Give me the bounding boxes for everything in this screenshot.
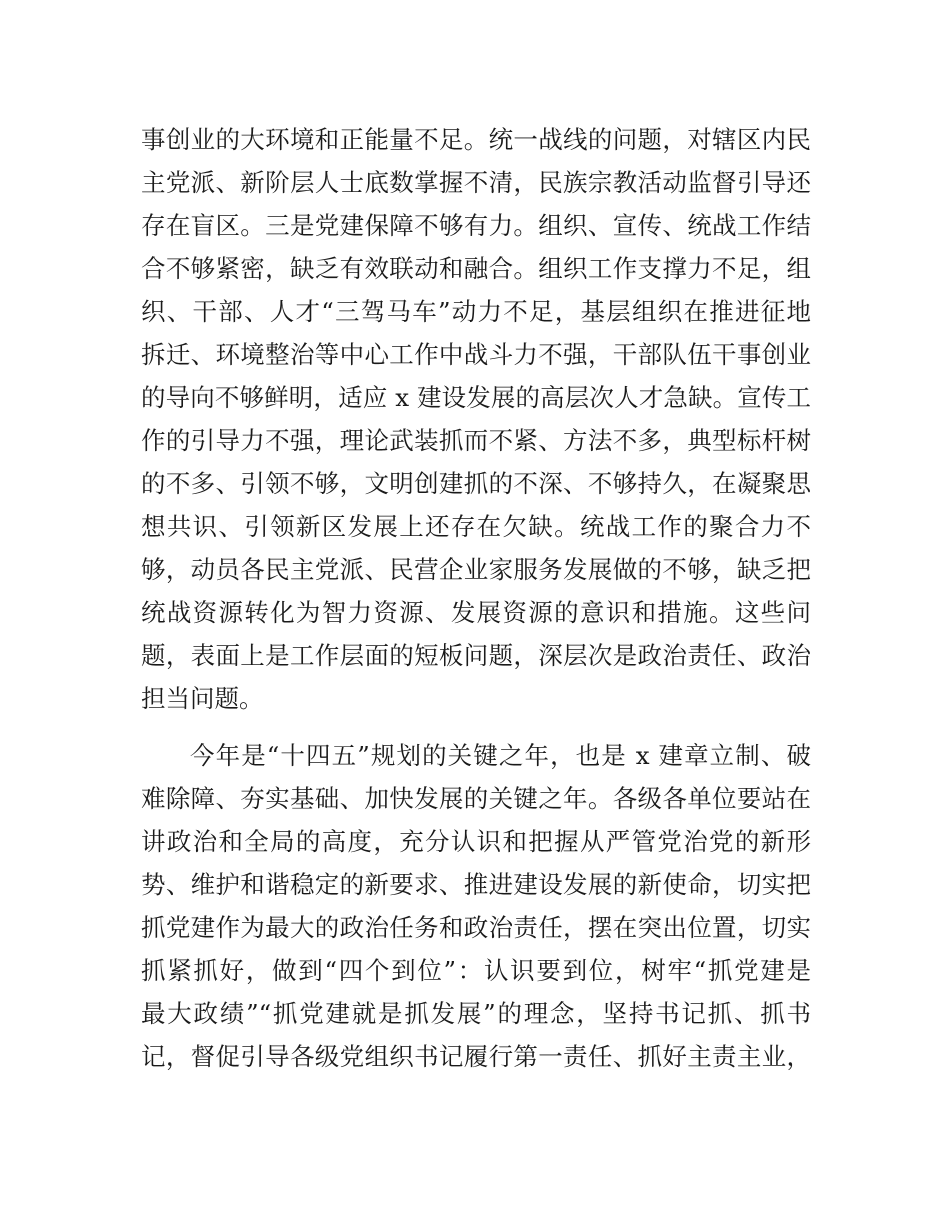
- text-line: 主党派、新阶层人士底数掌握不清，民族宗教活动监督引导还: [141, 168, 811, 197]
- text-line: 作的引导力不强，理论武装抓而不紧、方法不多，典型标杆树: [141, 426, 811, 455]
- text-line: 抓紧抓好，做到“四个到位”：认识要到位，树牢“抓党建是: [141, 956, 811, 985]
- text-line: 统战资源转化为智力资源、发展资源的意识和措施。这些问: [141, 598, 811, 627]
- text-line: 抓党建作为最大的政治任务和政治责任，摆在突出位置，切实: [141, 913, 811, 942]
- text-line: 够，动员各民主党派、民营企业家服务发展做的不够，缺乏把: [141, 555, 811, 584]
- text-line: 的不多、引领不够，文明创建抓的不深、不够持久，在凝聚思: [141, 469, 811, 498]
- text-line: 势、维护和谐稳定的新要求、推进建设发展的新使命，切实把: [141, 870, 811, 899]
- text-line: 最大政绩”“抓党建就是抓发展”的理念，坚持书记抓、抓书: [141, 999, 811, 1028]
- text-line: 织、干部、人才“三驾马车”动力不足，基层组织在推进征地: [141, 297, 811, 326]
- text-line: 担当问题。: [141, 684, 264, 713]
- text-line: 合不够紧密，缺乏有效联动和融合。组织工作支撑力不足，组: [141, 254, 811, 283]
- text-line: 今年是“十四五”规划的关键之年，也是 x 建章立制、破: [190, 741, 811, 770]
- text-line: 的导向不够鲜明，适应 x 建设发展的高层次人才急缺。宣传工: [141, 383, 811, 412]
- text-line: 想共识、引领新区发展上还存在欠缺。统战工作的聚合力不: [141, 512, 811, 541]
- text-line: 存在盲区。三是党建保障不够有力。组织、宣传、统战工作结: [141, 211, 811, 240]
- text-line: 拆迁、环境整治等中心工作中战斗力不强，干部队伍干事创业: [141, 340, 811, 369]
- text-line: 难除障、夯实基础、加快发展的关键之年。各级各单位要站在: [141, 784, 811, 813]
- text-line: 题，表面上是工作层面的短板问题，深层次是政治责任、政治: [141, 641, 811, 670]
- text-line: 记，督促引导各级党组织书记履行第一责任、抓好主责主业，: [141, 1042, 811, 1071]
- text-line: 事创业的大环境和正能量不足。统一战线的问题，对辖区内民: [141, 125, 811, 154]
- text-line: 讲政治和全局的高度，充分认识和把握从严管党治党的新形: [141, 827, 811, 856]
